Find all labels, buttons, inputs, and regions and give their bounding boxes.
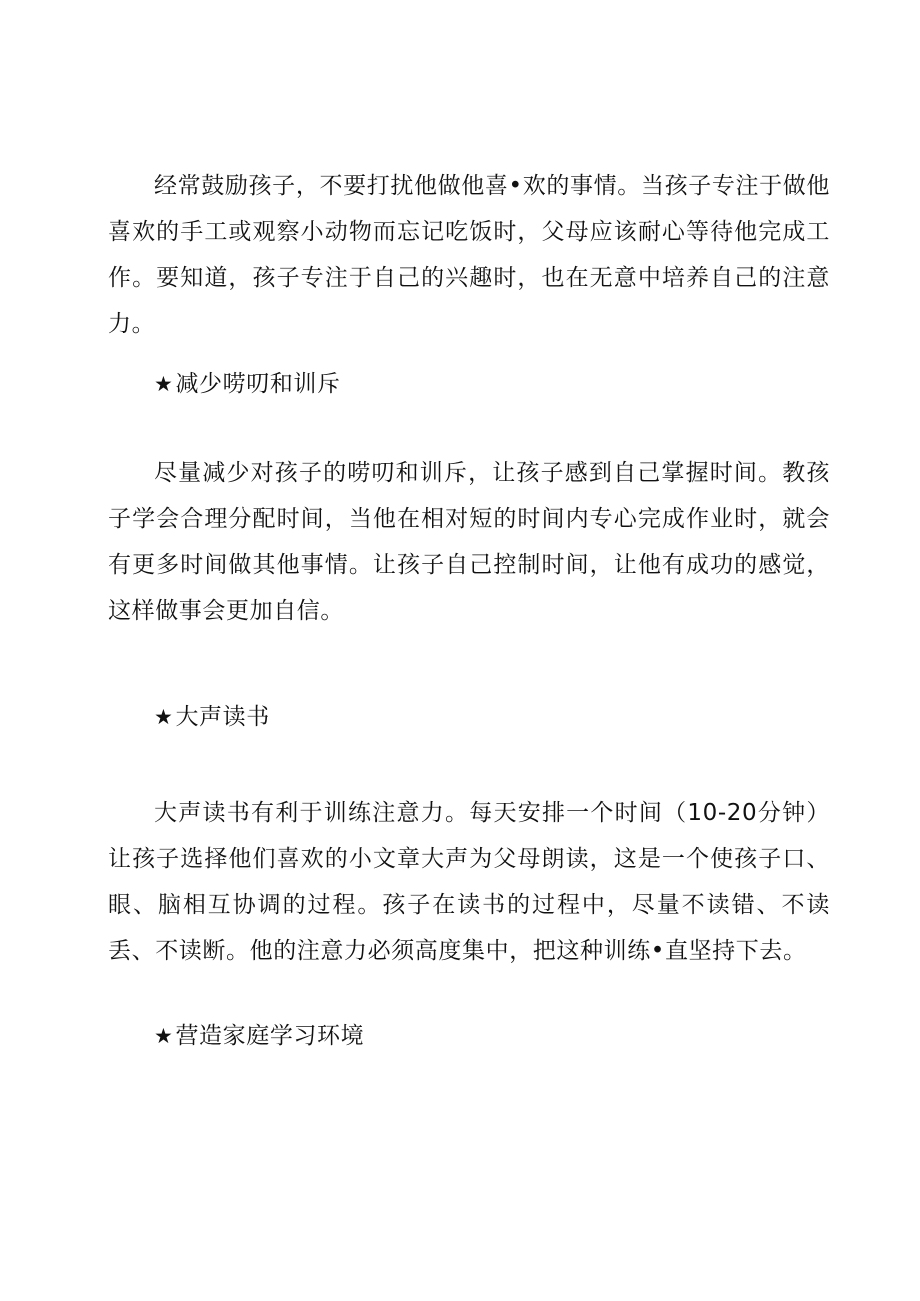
star-bullet-icon: ★	[154, 372, 174, 396]
section-heading-text: 大声读书	[175, 704, 270, 730]
section-heading-home-environment	[154, 1013, 364, 1059]
section-heading-text: 营造家庭学习环境	[175, 1023, 365, 1049]
section-heading-read-aloud	[154, 694, 270, 740]
star-bullet-icon: ★	[154, 705, 174, 729]
paragraph-encourage-interests: 经常鼓励孩子，不要打扰他做他喜•欢的事情。当孩子专注于做他喜欢的手工或观察小动物而忘记吃饭时，父母应该耐心等待他完成工作。要知道，孩子专注于自己的兴趣时，也在无意中培养自己的注意力。	[108, 173, 830, 337]
star-bullet-icon: ★	[154, 1024, 174, 1048]
section-heading-reduce-nagging	[154, 361, 341, 407]
section-heading-text: 减少唠叨和训斥	[175, 371, 341, 397]
paragraph-read-aloud: 大声读书有利于训练注意力。每天安排一个时间（10-20分钟）让孩子选择他们喜欢的小文章大声为父母朗读，这是一个使孩子口、眼、脑相互协调的过程。孩子在读书的过程中，尽量不读错、不读丢、不读断。他的注意力必须高度集中，把这种训练•直坚持下去。	[108, 800, 830, 964]
paragraph-reduce-nagging: 尽量减少对孩子的唠叨和训斥，让孩子感到自己掌握时间。教孩子学会合理分配时间，当他在相对短的时间内专心完成作业时，就会有更多时间做其他事情。让孩子自己控制时间，让他有成功的感觉，这样做事会更加自信。	[108, 460, 830, 624]
